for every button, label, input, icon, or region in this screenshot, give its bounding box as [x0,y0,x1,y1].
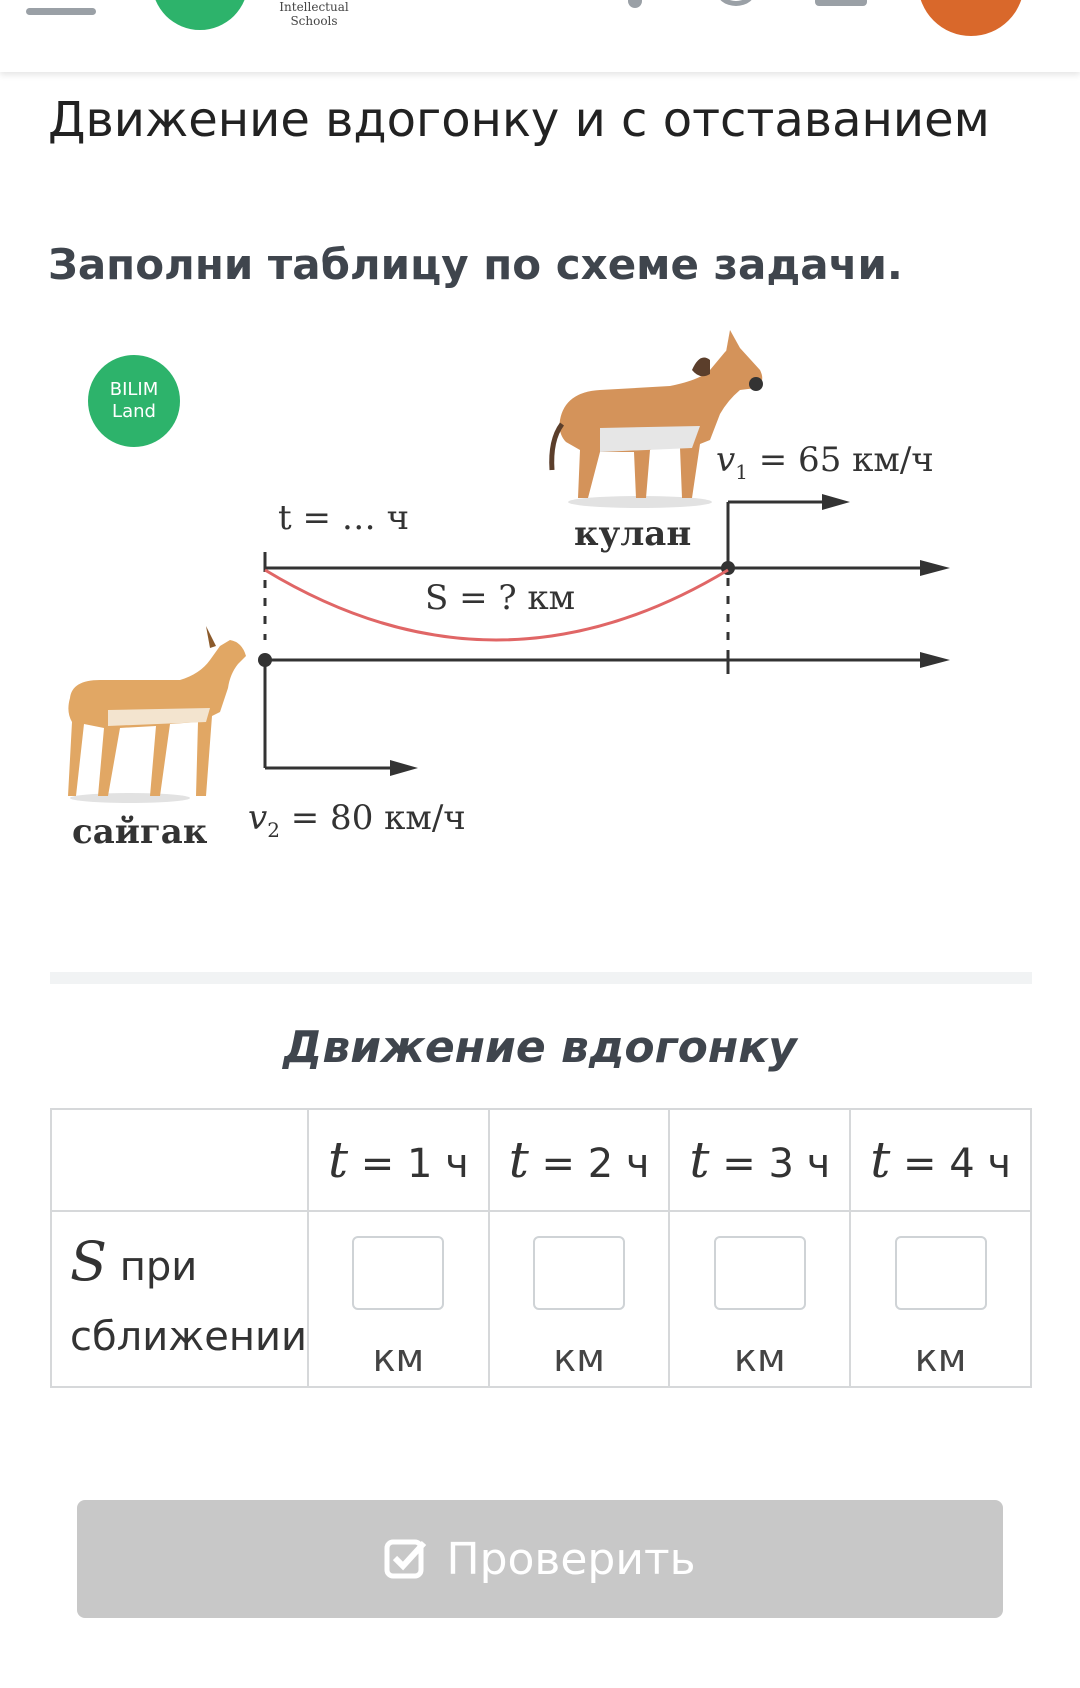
table-answer-row [51,1211,1031,1387]
saigak-label: сайгак [72,812,208,852]
page-title: Движение вдогонку и с отставанием [48,92,990,148]
logo-line-2: Schools [290,14,338,28]
header-t1: t = 1 ч [308,1109,489,1211]
top-bar [0,0,1080,72]
check-button[interactable] [77,1500,1003,1618]
avatar[interactable] [918,0,1024,36]
messages-icon[interactable] [815,0,867,6]
section-divider [50,972,1032,984]
bilimland-logo: BILIM Land [88,355,180,447]
saigak-illustration [68,626,246,803]
v1-label: $v_1 = 65$ км/ч [716,440,934,484]
unit-label-4: км [914,1336,967,1380]
distance-label: S = ? км [425,578,576,618]
table-title: Движение вдогонку [283,1022,797,1073]
answer-table [50,1108,1032,1388]
kulan-label: кулан [574,514,692,554]
unit-label-3: км [734,1336,786,1380]
answer-input-4[interactable] [895,1236,987,1310]
answer-cell-2 [489,1211,670,1387]
answer-cell-4 [850,1211,1031,1387]
header-t2: t = 2 ч [489,1109,670,1211]
answer-cell-1 [308,1211,489,1387]
v2-label: $v_2 = 80$ км/ч [248,798,466,842]
table-corner-cell [51,1109,308,1211]
row-label: S при сближении [51,1211,308,1387]
checkbox-check-icon [384,1537,428,1581]
header-t3: t = 3 ч [669,1109,850,1211]
logo-line-1: Intellectual [279,0,349,14]
time-label: t = … ч [278,498,410,538]
answer-input-2[interactable] [533,1236,625,1310]
menu-icon[interactable] [26,0,96,20]
task-instruction: Заполни таблицу по схеме задачи. [48,240,903,289]
logo-icon[interactable] [152,0,248,30]
help-icon[interactable] [716,0,756,6]
answer-input-1[interactable] [352,1236,444,1310]
answer-cell-3 [669,1211,850,1387]
logo-text [264,0,364,28]
answer-input-3[interactable] [714,1236,806,1310]
unit-label-2: км [553,1336,605,1380]
table-header-row [51,1109,1031,1211]
unit-label-1: км [372,1336,425,1380]
header-t4: t = 4 ч [850,1109,1031,1211]
task-diagram [60,330,1040,910]
notification-icon[interactable] [628,0,642,8]
check-button-label: Проверить [446,1533,696,1585]
